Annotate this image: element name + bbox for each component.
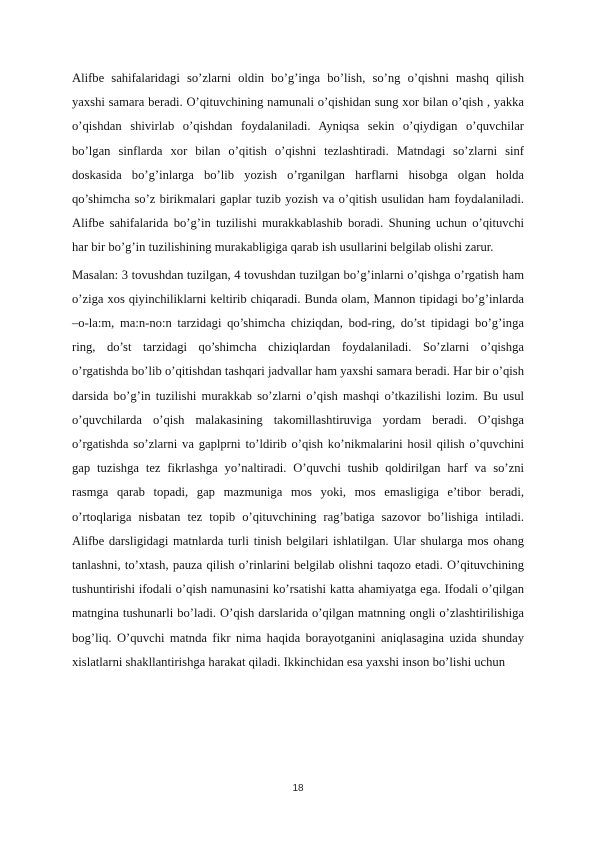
paragraph-1: Alifbe sahifalaridagi so’zlarni oldin bo’g’inga bo’lish, so’ng o’qishni mashq qilish yaxshi samara beradi. O’qituvchining namunali o’qishidan sung xor bilan o’qish , yakka o’qishdan shivirlab o’qishdan foydalaniladi. Ayniqsa sekin o’qiydigan o’quvchilar bo’lgan sinflarda xor bilan o’qitish o’qishni tezlashtiradi. Matndagi so’zlarni sinf doskasida bo’g’inlarga bo’lib yozish o’rganilgan harflarni hisobga olgan holda qo’shimcha so’z birikmalari gaplar tuzib yozish va o’qitish usulidan ham foydalaniladi. Alifbe sahifalarida bo’g’in tuzilishi murakkablashib boradi. Shuning uchun o’qituvchi har bir bo’g’in tuzilishining murakabligiga qarab ish usullarini belgilab olishi zarur.	[72, 71, 524, 255]
document-body	[72, 66, 524, 677]
page-number: 18	[292, 783, 304, 794]
paragraph-2: Masalan: 3 tovushdan tuzilgan, 4 tovushdan tuzilgan bo’g’inlarni o’qishga o’rgatish ham o’ziga xos qiyinchiliklarni keltirib chiqaradi. Bunda olam, Mannon tipidagi bo’g’inlarda –o-la:m, ma:n-no:n tarzidagi qo’shimcha chiziqdan, bod-ring, do’st tipidagi bo’g’inga ring, do’st tarzidagi qo’shimcha chiziqlardan foydalaniladi. So’zlarni o’qishga o’rgatishda bo’lib o’qitishdan tashqari jadvallar ham yaxshi samara beradi. Har bir o’qish darsida bo’g’in tuzilishi murakkab so’zlarni o’qish mashqi o’tkazilishi lozim. Bu usul o’quvchilarda o’qish malakasining takomillashtiruviga yordam beradi. O’qishga o’rgatishda so’zlarni va gaplprni to’ldirib o’qish ko’nikmalarini hosil qilish o’quvchini gap tuzishga tez fikrlashga yo’naltiradi. O’quvchi tushib qoldirilgan harf va so’zni rasmga qarab topadi, gap mazmuniga mos yoki, mos emasligiga e’tibor beradi, o’rtoqlariga nisbatan tez topib o’qituvchining rag’batiga sazovor bo’lishiga intiladi. Alifbe darsligidagi matnlarda turli tinish belgilari ishlatilgan. Ular shularga mos ohang tanlashni, to’xtash, pauza qilish o’rinlarini belgilab olishni taqozo etadi. O’qituvchining tushuntirishi ifodali o’qish namunasini ko’rsatishi katta ahamiyatga ega. Ifodali o’qilgan matngina tushunarli bo’ladi. O’qish darslarida o’qilgan matnning ongli o’zlashtirilishiga bog’liq. O’quvchi matnda fikr nima haqida borayotganini aniqlasagina uzida shunday xislatlarni shakllantirishga harakat qiladi. Ikkinchidan esa yaxshi inson bo’lishi uchun	[72, 267, 524, 669]
